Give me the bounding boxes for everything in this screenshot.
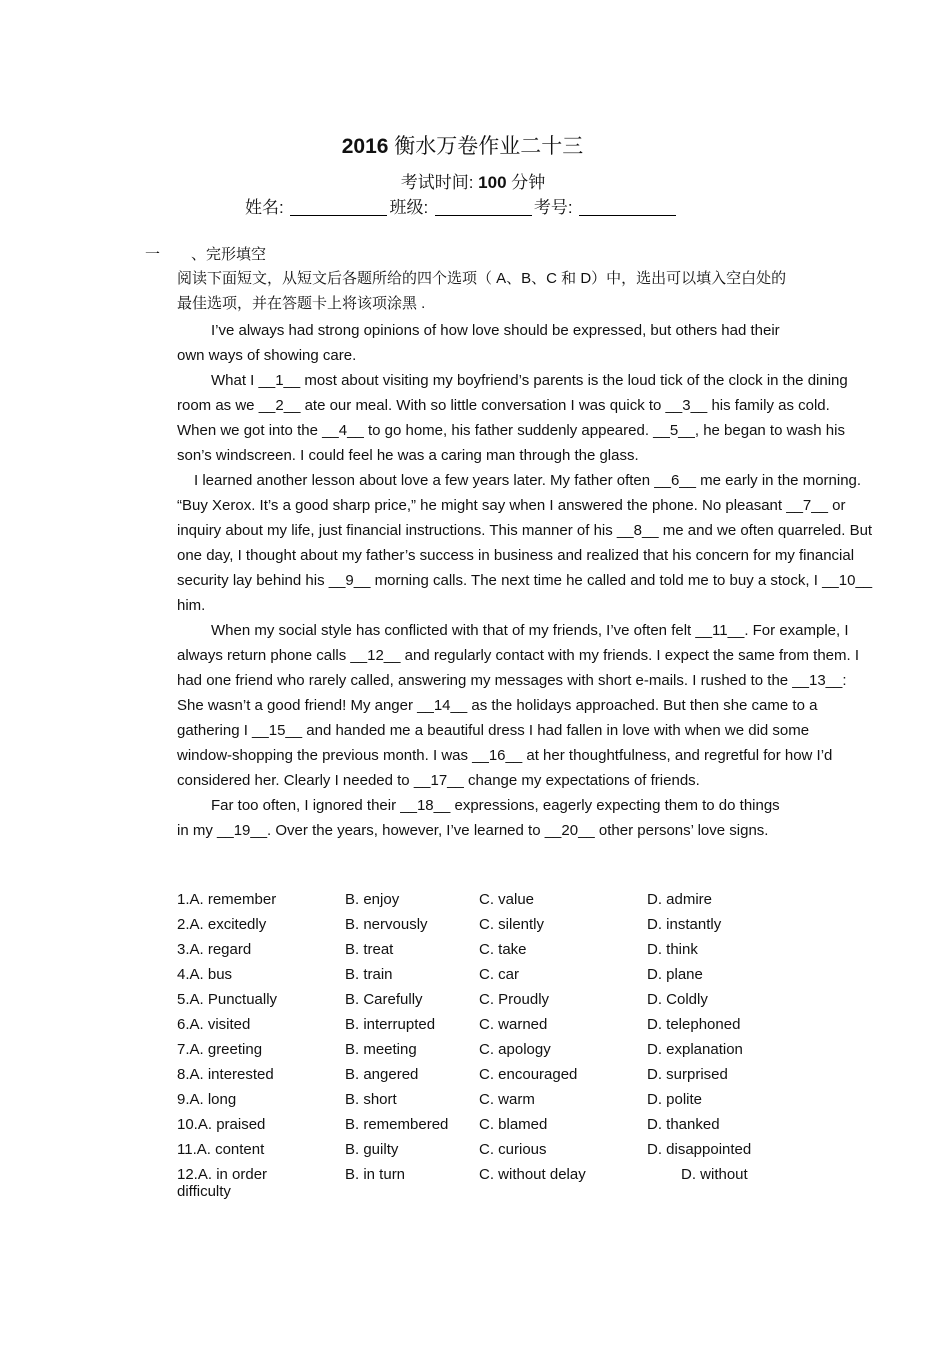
option-b: B. treat	[345, 941, 394, 958]
number-label: 考号:	[533, 198, 578, 217]
student-info-row	[245, 193, 678, 218]
passage-paragraph: What I __1__ most about visiting my boyfriend’s parents is the loud tick of the clock in the dining room as we __2__ ate our meal. With so little conversation I was quick to __3__ his family as cold. When we got into the __4__ to go home, his father suddenly appeared. __5__, he began to wash his son’s windscreen. I could feel he was a caring man through the glass.	[177, 372, 848, 464]
option-row	[177, 1091, 877, 1116]
option-a: 9.A. long	[177, 1091, 237, 1108]
option-b: B. enjoy	[345, 891, 400, 908]
title-text: 衡水万卷作业二十三	[388, 135, 584, 158]
option-row	[177, 1116, 877, 1141]
option-row	[177, 1066, 877, 1091]
number-blank[interactable]	[579, 197, 676, 216]
option-d: D. thanked	[647, 1116, 720, 1133]
time-unit: 分钟	[506, 173, 546, 192]
option-d: D. polite	[647, 1091, 703, 1108]
option-a: 5.A. Punctually	[177, 991, 278, 1008]
section-number: 一	[145, 246, 161, 263]
option-a: 4.A. bus	[177, 966, 233, 983]
option-b: B. interrupted	[345, 1016, 436, 1033]
passage-paragraph: I learned another lesson about love a few years later. My father often __6__ me early in the morning. “Buy Xerox. It’s a good sharp price,” he might say when I answered the phone. No pleasant __7__ or inquiry about my life, just financial instructions. This manner of his __8__ me and we often quarreled. But one day, I thought about my father’s success in business and realized that his concern for my financial security lay behind his __9__ morning calls. The next time he called and told me to buy a stock, I __10__ him.	[177, 472, 873, 614]
name-blank[interactable]	[290, 197, 387, 216]
option-b: B. meeting	[345, 1041, 417, 1058]
option-a: 12.A. in order	[177, 1166, 268, 1183]
option-c: C. silently	[479, 916, 545, 933]
option-a: 3.A. regard	[177, 941, 252, 958]
option-row	[177, 966, 877, 991]
option-a: 6.A. visited	[177, 1016, 251, 1033]
option-a: 7.A. greeting	[177, 1041, 263, 1058]
option-d: D. instantly	[647, 916, 722, 933]
option-c: C. encouraged	[479, 1066, 578, 1083]
option-b: B. remembered	[345, 1116, 449, 1133]
option-d: D. admire	[647, 891, 713, 908]
option-c: C. take	[479, 941, 527, 958]
option-b: B. short	[345, 1091, 397, 1108]
passage-paragraph: Far too often, I ignored their __18__ expressions, eagerly expecting them to do things in my __19__. Over the years, however, I’ve learned to __20__ other persons’ love signs.	[177, 797, 780, 839]
option-d: D. surprised	[647, 1066, 728, 1083]
instructions	[177, 266, 792, 316]
option-b: B. guilty	[345, 1141, 399, 1158]
option-a: 2.A. excitedly	[177, 916, 267, 933]
option-d: D. explanation	[647, 1041, 743, 1058]
option-row	[177, 941, 877, 966]
option-a: 8.A. interested	[177, 1066, 274, 1083]
title-year: 2016	[341, 135, 389, 158]
exam-time	[0, 168, 946, 193]
section-heading	[145, 243, 266, 264]
option-b: B. angered	[345, 1066, 419, 1083]
option-d: D. without difficulty	[177, 1166, 748, 1200]
option-row	[177, 1041, 877, 1066]
exam-title	[0, 130, 925, 160]
option-row	[177, 916, 877, 941]
option-row	[177, 1016, 877, 1041]
option-c: C. apology	[479, 1041, 551, 1058]
options-list	[177, 891, 877, 1216]
passage-paragraph: When my social style has conflicted with that of my friends, I’ve often felt __11__. For example, I always return phone calls __12__ and regularly contact with my friends. I expect the same from them. I had one friend who rarely called, answering my messages with short e-mails. I rushed to the __13__: She wasn’t a good friend! My anger __14__ as the holidays approached. But then she came to a gathering I __15__ and handed me a beautiful dress I had fallen in love with when we did some window-shopping the previous month. I was __16__ at her thoughtfulness, and regretful for how I’d considered her. Clearly I needed to __17__ change my expectations of friends.	[177, 622, 860, 789]
option-b: B. train	[345, 966, 393, 983]
option-c: C. warned	[479, 1016, 548, 1033]
passage-paragraph: I’ve always had strong opinions of how love should be expressed, but others had their own ways of showing care.	[177, 322, 780, 364]
option-a: 10.A. praised	[177, 1116, 266, 1133]
option-row	[177, 1166, 877, 1216]
option-row	[177, 991, 877, 1016]
option-c: C. warm	[479, 1091, 535, 1108]
passage	[177, 318, 877, 843]
name-label: 姓名:	[245, 198, 289, 217]
class-blank[interactable]	[435, 197, 532, 216]
option-row	[177, 891, 877, 916]
section-title: 、完形填空	[191, 246, 267, 263]
class-label: 班级:	[389, 198, 433, 217]
option-d: D. telephoned	[647, 1016, 741, 1033]
option-b: B. nervously	[345, 916, 428, 933]
option-b: B. in turn	[345, 1166, 406, 1183]
option-b: B. Carefully	[345, 991, 423, 1008]
option-a: 1.A. remember	[177, 891, 277, 908]
option-c: C. blamed	[479, 1116, 548, 1133]
option-d: D. disappointed	[647, 1141, 752, 1158]
time-label: 考试时间:	[400, 173, 479, 192]
option-d: D. Coldly	[647, 991, 708, 1008]
time-value: 100	[478, 173, 507, 192]
option-c: C. value	[479, 891, 535, 908]
option-a: 11.A. content	[177, 1141, 265, 1158]
option-d: D. plane	[647, 966, 703, 983]
option-c: C. curious	[479, 1141, 547, 1158]
option-c: C. Proudly	[479, 991, 550, 1008]
option-c: C. car	[479, 966, 520, 983]
option-c: C. without delay	[479, 1166, 586, 1183]
option-row	[177, 1141, 877, 1166]
option-d: D. think	[647, 941, 698, 958]
instructions-text: 阅读下面短文，从短文后各题所给的四个选项（ A、B、C 和 D）中，选出可以填入空白处的最佳选项，并在答题卡上将该项涂黑 .	[177, 270, 787, 312]
